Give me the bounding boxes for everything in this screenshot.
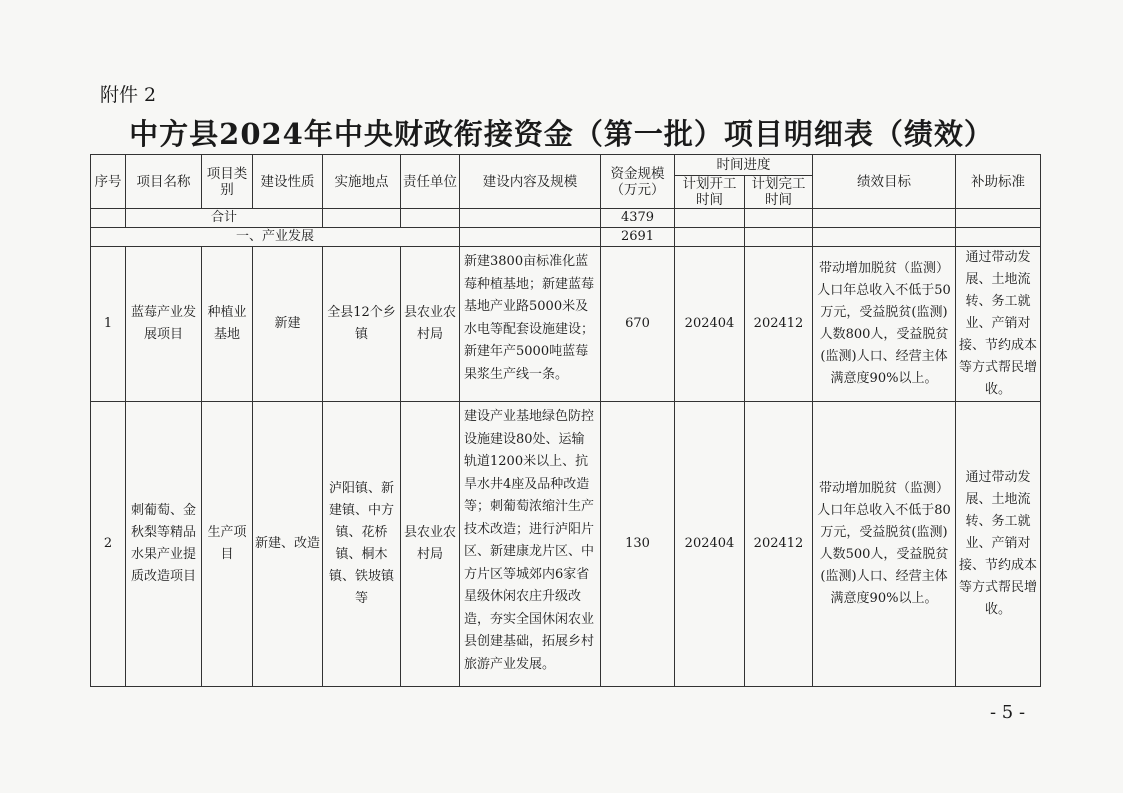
total-funding: 4379 xyxy=(601,209,675,228)
header-planned-start: 计划开工时间 xyxy=(675,176,745,209)
header-location: 实施地点 xyxy=(323,155,401,209)
row-performance-goal: 带动增加脱贫（监测）人口年总收入不低于50万元，受益脱贫(监测)人数800人，受益脱贫(监测)人口、经营主体满意度90%以上。 xyxy=(813,247,956,402)
row-funding: 130 xyxy=(601,402,675,687)
header-project-name: 项目名称 xyxy=(126,155,202,209)
row-construction-nature: 新建、改造 xyxy=(253,402,323,687)
row-performance-goal: 带动增加脱贫（监测）人口年总收入不低于80万元，受益脱贫(监测)人数500人，受益脱贫(监测)人口、经营主体满意度90%以上。 xyxy=(813,402,956,687)
row-subsidy-standard: 通过带动发展、土地流转、务工就业、产销对接、节约成本等方式帮民增收。 xyxy=(956,247,1041,402)
header-construction-nature: 建设性质 xyxy=(253,155,323,209)
header-planned-end: 计划完工时间 xyxy=(745,176,813,209)
header-project-category: 项目类别 xyxy=(202,155,253,209)
row-planned-end: 202412 xyxy=(745,402,813,687)
row-content: 建设产业基地绿色防控设施建设80处、运输轨道1200米以上、抗旱水井4座及品种改造等；刺葡萄浓缩汁生产技术改造；进行泸阳片区、新建康龙片区、中方片区等城郊内6家省星级休闲农庄升级改造，夯实全国休闲农业县创建基础，拓展乡村旅游产业发展。 xyxy=(460,402,601,687)
row-project-name: 刺葡萄、金秋梨等精品水果产业提质改造项目 xyxy=(126,402,202,687)
total-row xyxy=(91,209,1041,228)
total-label: 合计 xyxy=(126,209,323,228)
section-funding: 2691 xyxy=(601,228,675,247)
row-location: 泸阳镇、新建镇、中方镇、花桥镇、桐木镇、铁坡镇等 xyxy=(323,402,401,687)
section-label: 一、产业发展 xyxy=(91,228,460,247)
row-planned-end: 202412 xyxy=(745,247,813,402)
header-content: 建设内容及规模 xyxy=(460,155,601,209)
row-responsible-unit: 县农业农村局 xyxy=(401,402,460,687)
row-project-name: 蓝莓产业发展项目 xyxy=(126,247,202,402)
row-project-category: 生产项目 xyxy=(202,402,253,687)
header-seq: 序号 xyxy=(91,155,126,209)
header-performance-goal: 绩效目标 xyxy=(813,155,956,209)
header-responsible-unit: 责任单位 xyxy=(401,155,460,209)
document-title: 中方县2024年中央财政衔接资金（第一批）项目明细表（绩效） xyxy=(129,117,994,151)
attachment-label: 附件 2 xyxy=(100,84,157,106)
page-number: - 5 - xyxy=(990,702,1026,723)
table-row xyxy=(91,247,1041,402)
section-row xyxy=(91,228,1041,247)
row-responsible-unit: 县农业农村局 xyxy=(401,247,460,402)
project-detail-table xyxy=(90,154,1041,687)
row-funding: 670 xyxy=(601,247,675,402)
row-planned-start: 202404 xyxy=(675,247,745,402)
row-content: 新建3800亩标准化蓝莓种植基地；新建蓝莓基地产业路5000米及水电等配套设施建设；新建年产5000吨蓝莓果浆生产线一条。 xyxy=(460,247,601,402)
row-construction-nature: 新建 xyxy=(253,247,323,402)
header-schedule: 时间进度 xyxy=(675,155,813,176)
row-seq: 1 xyxy=(91,247,126,402)
header-funding: 资金规模（万元） xyxy=(601,155,675,209)
row-project-category: 种植业基地 xyxy=(202,247,253,402)
row-planned-start: 202404 xyxy=(675,402,745,687)
header-row-1 xyxy=(91,155,1041,176)
row-location: 全县12个乡镇 xyxy=(323,247,401,402)
row-subsidy-standard: 通过带动发展、土地流转、务工就业、产销对接、节约成本等方式帮民增收。 xyxy=(956,402,1041,687)
table-row xyxy=(91,402,1041,687)
row-seq: 2 xyxy=(91,402,126,687)
header-subsidy-standard: 补助标准 xyxy=(956,155,1041,209)
